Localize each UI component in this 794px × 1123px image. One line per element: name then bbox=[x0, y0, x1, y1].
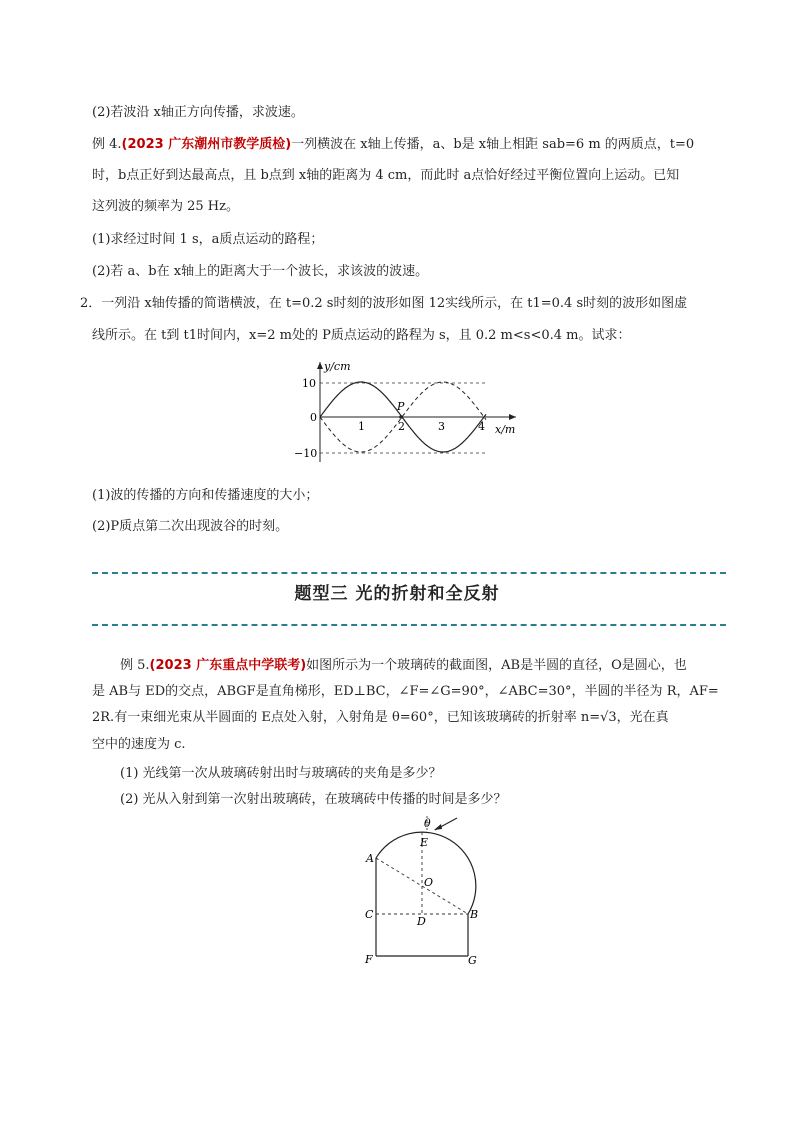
problem-2-line-1: 2．一列沿 x轴传播的简谐横波，在 t=0.2 s时刻的波形如图 12实线所示，在 t1=0.4 s时刻的波形如图虚 bbox=[80, 296, 688, 311]
y-tick-0: 0 bbox=[310, 411, 317, 424]
y-tick-neg10: −10 bbox=[294, 447, 318, 460]
problem-2-line-2: 线所示。在 t到 t1时间内，x=2 m处的 P质点运动的路程为 s，且 0.2 m<s<0.4 m。试求： bbox=[92, 328, 631, 343]
example-5-source: (2023 广东重点中学联考) bbox=[149, 658, 307, 673]
x-tick-2: 2 bbox=[398, 420, 405, 433]
problem-2-question-2: (2)P质点第二次出现波谷的时刻。 bbox=[92, 519, 289, 534]
x-tick-3: 3 bbox=[438, 420, 445, 433]
example-4-question-2: (2)若 a、b在 x轴上的距离大于一个波长，求该波的波速。 bbox=[92, 264, 429, 279]
example-5-question-1: (1) 光线第一次从玻璃砖射出时与玻璃砖的夹角是多少？ bbox=[120, 766, 442, 781]
label-o: O bbox=[424, 876, 434, 889]
example-5-text-1: 如图所示为一个玻璃砖的截面图，AB是半圆的直径，O是圆心，也 bbox=[306, 658, 687, 673]
label-c: C bbox=[365, 908, 374, 921]
incident-arrow bbox=[434, 824, 442, 830]
y-tick-10: 10 bbox=[302, 377, 316, 390]
heading-divider-bottom bbox=[92, 624, 726, 626]
example-5-question-2: (2) 光从入射到第一次射出玻璃砖，在玻璃砖中传播的时间是多少？ bbox=[120, 792, 507, 807]
x-tick-4: 4 bbox=[478, 420, 485, 433]
example-5-line-1 bbox=[120, 657, 687, 675]
example-4-text-1: 一列横波在 x轴上传播，a、b是 x轴上相距 sab=6 m 的两质点，t=0 bbox=[291, 137, 695, 152]
y-axis-label: y/cm bbox=[324, 360, 351, 373]
example-4-source: (2023 广东潮州市教学质检) bbox=[121, 137, 292, 152]
example-4-line-1 bbox=[92, 136, 694, 154]
example-4-line-2: 时，b点正好到达最高点，且 b点到 x轴的距离为 4 cm，而此时 a点恰好经过平衡位置向上运动。已知 bbox=[92, 168, 680, 183]
section-heading: 题型三 光的折射和全反射 bbox=[294, 584, 500, 604]
example-4-prefix: 例 4. bbox=[92, 137, 122, 152]
example-4-question-1: (1)求经过时间 1 s，a质点运动的路程； bbox=[92, 232, 324, 247]
heading-divider-top bbox=[92, 572, 726, 574]
glass-brick-figure bbox=[360, 810, 490, 970]
example-5-line-4: 空中的速度为 c. bbox=[92, 737, 186, 752]
label-d: D bbox=[417, 915, 426, 928]
point-p bbox=[399, 415, 403, 419]
x-axis-label: x/m bbox=[495, 423, 516, 436]
problem-2-question-1: (1)波的传播的方向和传播速度的大小； bbox=[92, 488, 319, 503]
point-p-label: P bbox=[397, 400, 405, 413]
example-5-line-3: 2R.有一束细光束从半圆面的 E点处入射，入射角是 θ=60°，已知该玻璃砖的折射率 n=√3，光在真 bbox=[92, 710, 669, 725]
label-f: F bbox=[365, 953, 373, 966]
label-a: A bbox=[366, 852, 374, 865]
label-e: E bbox=[420, 836, 429, 849]
question-2-text: (2)若波沿 x轴正方向传播，求波速。 bbox=[92, 105, 304, 120]
example-5-line-2: 是 AB与 ED的交点，ABGF是直角梯形，ED⊥BC，∠F=∠G=90°，∠ABC=30°，半圆的半径为 R，AF= bbox=[92, 684, 719, 699]
example-4-line-3: 这列波的频率为 25 Hz。 bbox=[92, 199, 239, 214]
x-tick-1: 1 bbox=[358, 420, 365, 433]
label-theta: θ bbox=[424, 817, 431, 830]
example-5-prefix: 例 5. bbox=[120, 658, 150, 673]
wave-figure bbox=[280, 358, 520, 466]
label-b: B bbox=[470, 908, 479, 921]
label-g: G bbox=[468, 954, 477, 967]
